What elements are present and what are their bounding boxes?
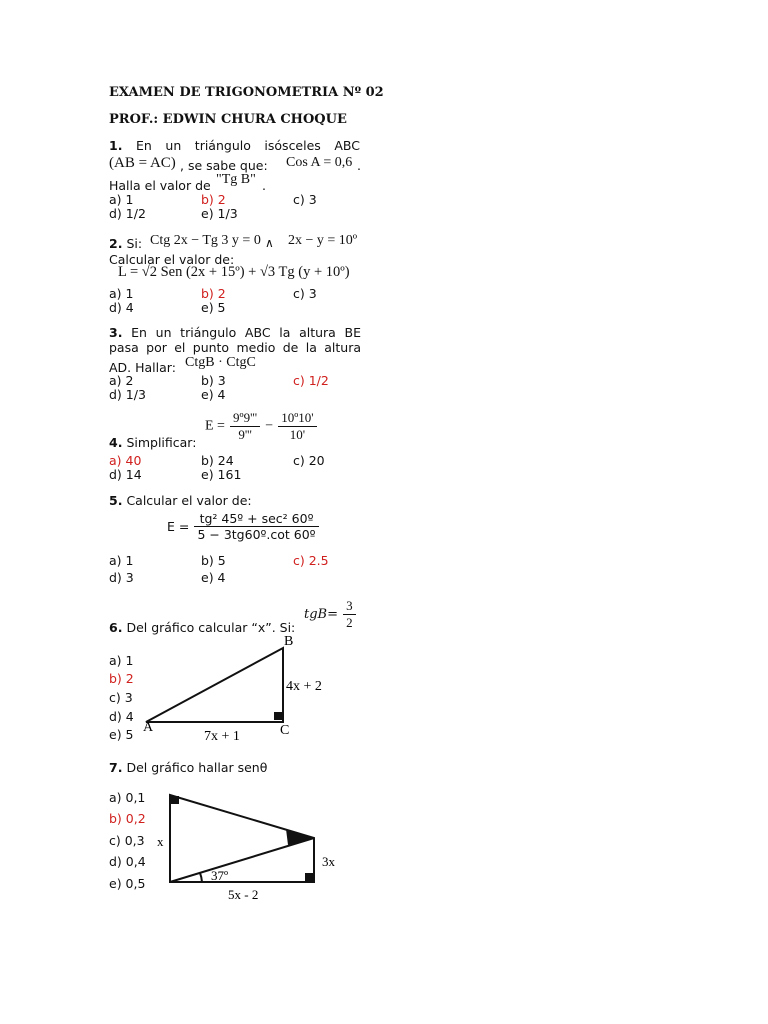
q7-left-label: x bbox=[157, 834, 164, 849]
q7-text: Del gráfico hallar senθ bbox=[126, 760, 268, 775]
q2-expression: L = √2 Sen (2x + 15º) + √3 Tg (y + 10º) bbox=[118, 264, 350, 280]
q3-option-e: e) 4 bbox=[201, 387, 226, 402]
q1-option-d: d) 1/2 bbox=[109, 206, 146, 221]
question-number: 7. bbox=[109, 760, 123, 775]
q5-option-e: e) 4 bbox=[201, 570, 226, 585]
q7-right-label: 3x bbox=[322, 854, 335, 869]
q2-calc: Calcular el valor de: bbox=[109, 252, 235, 267]
q2-eq2: 2x − y = 10º bbox=[288, 233, 358, 248]
q2-option-a: a) 1 bbox=[109, 286, 134, 301]
q3-option-a: a) 2 bbox=[109, 373, 134, 388]
q2-eq1: Ctg 2x − Tg 3 y = 0 bbox=[150, 233, 261, 248]
q5-option-c-answer: c) 2.5 bbox=[293, 553, 329, 568]
question-number: 5. bbox=[109, 493, 123, 508]
q1-line3: Halla el valor de bbox=[109, 178, 211, 193]
q6-base-label: 7x + 1 bbox=[204, 729, 240, 744]
question-number: 1. bbox=[109, 138, 123, 153]
q4-minus: − bbox=[265, 418, 274, 434]
q1-period: . bbox=[357, 158, 361, 173]
q7-option-b-answer: b) 0,2 bbox=[109, 811, 146, 826]
q7-option-d: d) 0,4 bbox=[109, 854, 146, 869]
q6-option-b-answer: b) 2 bbox=[109, 671, 134, 686]
q1-dot: . bbox=[262, 178, 266, 193]
question-number: 2. bbox=[109, 236, 123, 251]
q7-option-e: e) 0,5 bbox=[109, 876, 146, 891]
q4-text: Simplificar: bbox=[126, 435, 197, 450]
q4-denominator-1: 9''' bbox=[238, 427, 252, 442]
q4-option-d: d) 14 bbox=[109, 467, 142, 482]
q2-option-c: c) 3 bbox=[293, 286, 317, 301]
q6-option-a: a) 1 bbox=[109, 653, 134, 668]
q7-diagonal bbox=[170, 838, 314, 882]
question-number: 4. bbox=[109, 435, 123, 450]
professor-name: PROF.: EDWIN CHURA CHOQUE bbox=[109, 112, 347, 127]
q6-denominator: 2 bbox=[346, 615, 353, 630]
q6-side-label: 4x + 2 bbox=[286, 679, 322, 694]
q6-vertex-a: A bbox=[143, 720, 154, 735]
q3-option-d: d) 1/3 bbox=[109, 387, 146, 402]
q4-option-a-answer: a) 40 bbox=[109, 453, 142, 468]
q6-tgb-label: tgB= bbox=[304, 607, 338, 622]
q4-numerator-1: 9º9''' bbox=[230, 410, 260, 427]
q4-option-b: b) 24 bbox=[201, 453, 234, 468]
q5-option-a: a) 1 bbox=[109, 553, 134, 568]
q2-option-d: d) 4 bbox=[109, 300, 134, 315]
q4-denominator-2: 10' bbox=[289, 427, 306, 442]
q5-option-d: d) 3 bbox=[109, 570, 134, 585]
q7-37-angle-arc bbox=[200, 873, 202, 882]
q6-triangle bbox=[146, 648, 283, 722]
q7-option-a: a) 0,1 bbox=[109, 790, 146, 805]
question-7 bbox=[109, 760, 267, 775]
q2-option-b-answer: b) 2 bbox=[201, 286, 226, 301]
q6-text: Del gráfico calcular “x”. Si: bbox=[126, 620, 296, 635]
q1-option-c: c) 3 bbox=[293, 192, 317, 207]
q6-option-e: e) 5 bbox=[109, 727, 134, 742]
q1-cos-value: Cos A = 0,6 bbox=[286, 155, 353, 170]
q5-e-label: E = bbox=[167, 519, 190, 534]
q5-option-b: b) 5 bbox=[201, 553, 226, 568]
q2-si: Si: bbox=[126, 236, 143, 251]
q7-right-angle-mark-top bbox=[171, 796, 179, 804]
q4-numerator-2: 10º10' bbox=[278, 410, 316, 427]
question-number: 3. bbox=[109, 325, 123, 340]
q2-and: ∧ bbox=[265, 236, 274, 250]
q1-tgb: "Tg B" bbox=[216, 172, 256, 187]
q2-option-e: e) 5 bbox=[201, 300, 226, 315]
q7-right-angle-mark-bottom bbox=[305, 873, 313, 881]
q6-option-d: d) 4 bbox=[109, 709, 134, 724]
q4-e-label: E = bbox=[205, 418, 225, 434]
q1-mid-text: , se sabe que: bbox=[180, 158, 268, 173]
q7-angle-label: 37º bbox=[211, 868, 229, 883]
q1-line1: En un triángulo isósceles ABC bbox=[136, 138, 360, 153]
q1-condition: (AB = AC) bbox=[109, 155, 176, 171]
q5-denominator: 5 − 3tg60º.cot 60º bbox=[197, 527, 316, 542]
question-number: 6. bbox=[109, 620, 123, 635]
q4-option-c: c) 20 bbox=[293, 453, 325, 468]
q5-text: Calcular el valor de: bbox=[126, 493, 252, 508]
q6-right-angle-mark bbox=[274, 712, 282, 720]
q1-option-b-answer: b) 2 bbox=[201, 192, 226, 207]
q6-vertex-c: C bbox=[280, 723, 290, 738]
q3-option-c-answer: c) 1/2 bbox=[293, 373, 329, 388]
q7-option-c: c) 0,3 bbox=[109, 833, 145, 848]
q3-expression: CtgB · CtgC bbox=[185, 355, 256, 370]
q3-line2: pasa por el punto medio de la altura bbox=[109, 340, 361, 355]
q1-option-e: e) 1/3 bbox=[201, 206, 238, 221]
q5-numerator: tg² 45º + sec² 60º bbox=[194, 511, 318, 527]
q1-option-a: a) 1 bbox=[109, 192, 134, 207]
q7-base-label: 5x - 2 bbox=[228, 887, 259, 902]
q4-option-e: e) 161 bbox=[201, 467, 242, 482]
q6-option-c: c) 3 bbox=[109, 690, 133, 705]
q6-vertex-b: B bbox=[284, 634, 294, 649]
q3-option-b: b) 3 bbox=[201, 373, 226, 388]
exam-title: EXAMEN DE TRIGONOMETRIA Nº 02 bbox=[109, 85, 384, 100]
q6-numerator: 3 bbox=[343, 598, 356, 615]
q3-line1: En un triángulo ABC la altura BE bbox=[131, 325, 361, 340]
q3-line3: AD. Hallar: bbox=[109, 360, 176, 375]
